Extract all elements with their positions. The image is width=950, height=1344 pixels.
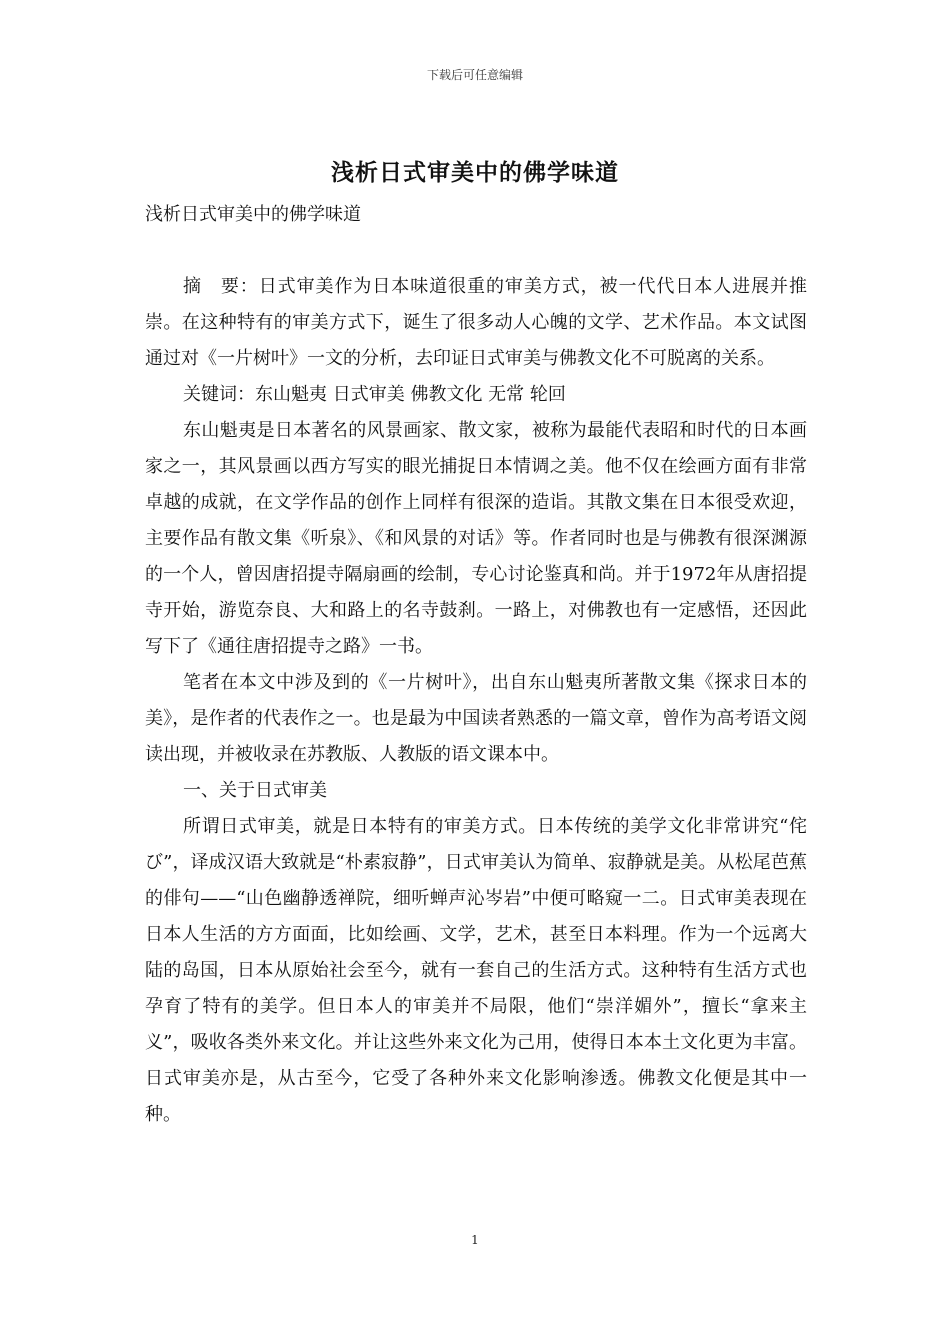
- body-paragraph-3: 所谓日式审美，就是日本特有的审美方式。日本传统的美学文化非常讲究“侘び”，译成汉语大致就是“朴素寂静”，日式审美认为简单、寂静就是美。从松尾芭蕉的俳句——“山色幽静透禅院，细听蝉声沁岑岩”中便可略窥一二。日式审美表现在日本人生活的方方面面，比如绘画、文学，艺术，甚至日本料理。作为一个远离大陆的岛国，日本从原始社会至今，就有一套自己的生活方式。这种特有生活方式也孕育了特有的美学。但日本人的审美并不局限，他们“崇洋媚外”，擅长“拿来主义”，吸收各类外来文化。并让这些外来文化为己用，使得日本本土文化更为丰富。日式审美亦是，从古至今，它受了各种外来文化影响渗透。佛教文化便是其中一种。: [145, 816, 807, 1125]
- document-title: 浅析日式审美中的佛学味道: [331, 160, 619, 186]
- body-paragraph-2: 笔者在本文中涉及到的《一片树叶》，出自东山魁夷所著散文集《探求日本的美》，是作者的代表作之一。也是最为中国读者熟悉的一篇文章，曾作为高考语文阅读出现，并被收录在苏教版、人教版的语文课本中。: [145, 672, 807, 765]
- subtitle: 浅析日式审美中的佛学味道: [145, 204, 361, 225]
- page-number: 1: [471, 1233, 479, 1247]
- blank-line: [145, 233, 807, 269]
- keywords-line: 关键词：东山魁夷 日式审美 佛教文化 无常 轮回: [183, 384, 566, 405]
- section-heading: 一、关于日式审美: [183, 780, 327, 801]
- abstract-paragraph: 摘 要：日式审美作为日本味道很重的审美方式，被一代代日本人进展并推崇。在这种特有的审美方式下，诞生了很多动人心魄的文学、艺术作品。本文试图通过对《一片树叶》一文的分析，去印证日式审美与佛教文化不可脱离的关系。: [145, 276, 807, 369]
- body-paragraph-1: 东山魁夷是日本著名的风景画家、散文家，被称为最能代表昭和时代的日本画家之一，其风景画以西方写实的眼光捕捉日本情调之美。他不仅在绘画方面有非常卓越的成就，在文学作品的创作上同样有很深的造诣。其散文集在日本很受欢迎，主要作品有散文集《听泉》、《和风景的对话》等。作者同时也是与佛教有很深渊源的一个人，曾因唐招提寺隔扇画的绘制，专心讨论鉴真和尚。并于1972年从唐招提寺开始，游览奈良、大和路上的名寺鼓刹。一路上，对佛教也有一定感悟，还因此写下了《通往唐招提寺之路》一书。: [145, 420, 807, 657]
- header-note: 下载后可任意编辑: [426, 68, 523, 82]
- document-body: [145, 197, 807, 1133]
